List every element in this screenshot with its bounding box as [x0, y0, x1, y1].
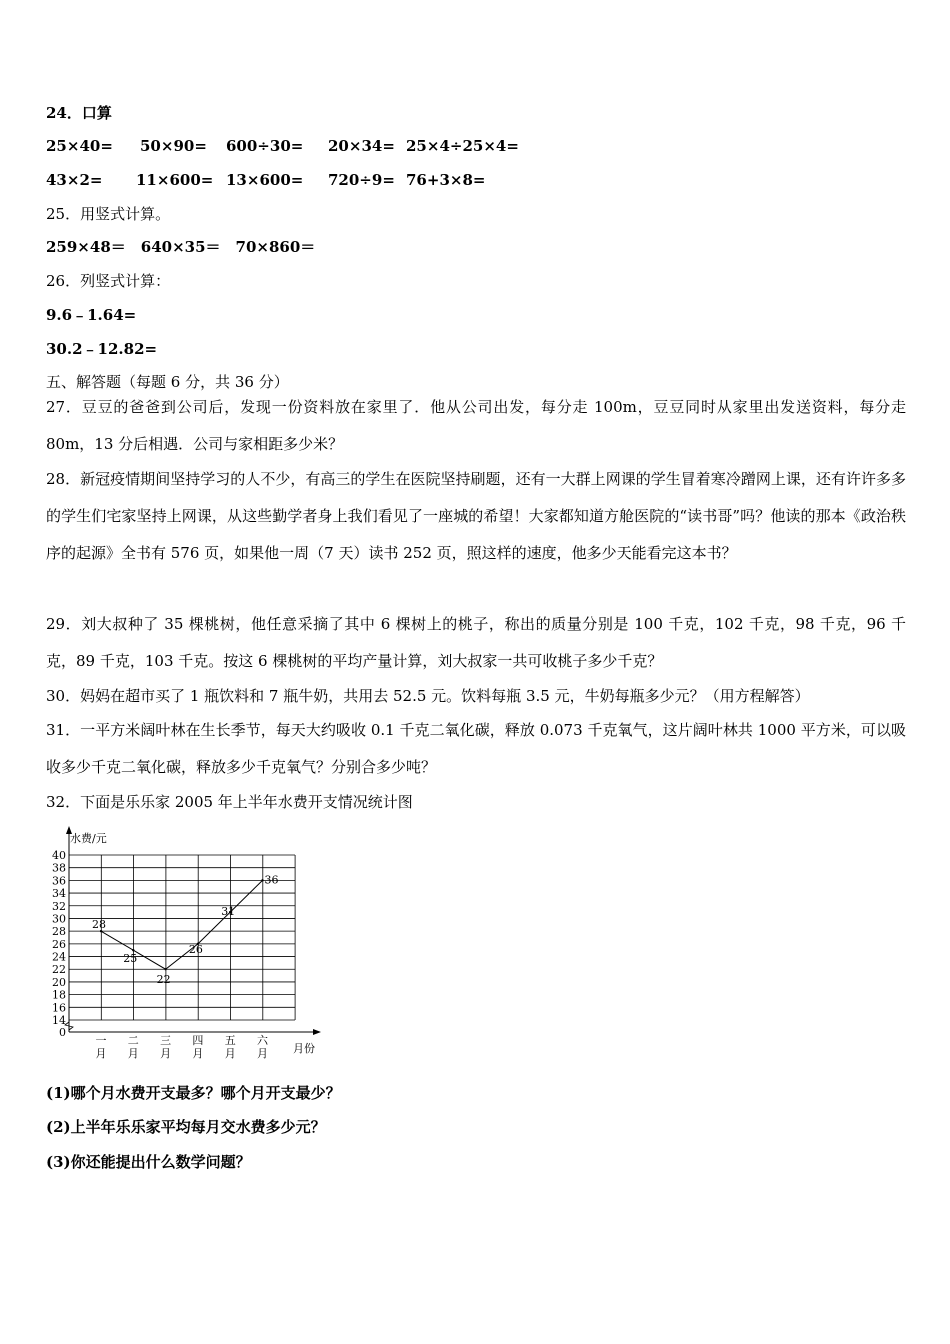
- chart-y-tick-label: 34: [52, 887, 66, 901]
- chart-data-label: 28: [92, 918, 106, 932]
- chart-y-tick-label: 38: [52, 861, 66, 875]
- section-5-title: 五、解答题（每题 6 分，共 36 分）: [46, 373, 289, 391]
- chart-y-ticks: [52, 849, 66, 1039]
- question-28: 28．新冠疫情期间坚持学习的人不少，有高三的学生在医院坚持刷题，还有一大群上网课的学生冒着寒冷蹭网上课，还有许许多多的学生们宅家坚持上网课，从这些勤学者身上我们看见了一座城的希望！大家都知道方舱医院的“读书哥”吗？他读的那本《政治秩序的起源》全书有 576 页，如果他一周（7 天）读书 252 页，照这样的速度，他多少天能看完这本书？: [46, 470, 906, 562]
- chart-point: [261, 879, 263, 881]
- chart-y-tick-label: 14: [52, 1014, 66, 1027]
- q24-row2-item: 11×600=: [136, 171, 214, 189]
- q24-row1-item: 600÷30=: [226, 137, 304, 155]
- question-31: 31．一平方米阔叶林在生长季节，每天大约吸收 0.1 千克二氧化碳，释放 0.073 千克氧气，这片阔叶林共 1000 平方米，可以吸收多少千克二氧化碳，释放多少千克氧气？分别合多少吨？: [46, 721, 906, 776]
- q24-row1-item: 25×40=: [46, 137, 113, 155]
- chart-y-tick-label: 18: [52, 988, 66, 1002]
- chart-point: [132, 949, 134, 951]
- q26-item-1: 9.6﹣1.64=: [46, 306, 137, 324]
- chart-y-tick-label: 28: [52, 925, 66, 939]
- chart-x-tick-label: 五月: [224, 1034, 236, 1060]
- chart-y-tick-label: 16: [52, 1001, 66, 1015]
- chart-data-label: 22: [156, 973, 171, 987]
- chart-y-tick-label: 30: [52, 912, 66, 926]
- chart-x-tick-label: 六月: [257, 1034, 268, 1060]
- chart-data-label: 36: [264, 873, 279, 887]
- chart-data-label: 31: [221, 905, 236, 919]
- q24-row2-item: 13×600=: [226, 171, 304, 189]
- chart-y-tick-label: 40: [52, 849, 66, 862]
- chart-x-tick-label: 一月: [95, 1034, 107, 1060]
- question-32-title: 32．下面是乐乐家 2005 年上半年水费开支情况统计图: [46, 793, 413, 811]
- question-29: 29．刘大叔种了 35 棵桃树，他任意采摘了其中 6 棵树上的桃子，称出的质量分别是 100 千克，102 千克，98 千克，96 千克，89 千克，103 千克。按这 6 棵桃树的平均产量计算，刘大叔家一共可收桃子多少千克？: [46, 615, 906, 670]
- chart-ylabel: 水费/元: [70, 832, 107, 845]
- q24-row1-item: 20×34=: [328, 137, 395, 155]
- chart-data-label: 25: [123, 952, 138, 966]
- chart-y-tick-label: 32: [52, 899, 66, 913]
- chart-x-tick-label: 四月: [192, 1034, 204, 1060]
- q24-row2-item: 43×2=: [46, 171, 103, 189]
- chart-point: [164, 968, 166, 970]
- q32-sub-2: (2)上半年乐乐家平均每月交水费多少元？: [46, 1118, 326, 1136]
- chart-data-label: 26: [188, 942, 203, 956]
- chart-y-tick-label: 26: [52, 937, 66, 951]
- q24-row2-item: 720÷9=: [328, 171, 395, 189]
- chart-y-tick-label: 22: [52, 963, 66, 977]
- chart-xlabel: 月份: [293, 1042, 315, 1055]
- q25-items: 259×48＝ 640×35＝ 70×860＝: [46, 238, 316, 256]
- q26-title: 26．列竖式计算：: [46, 272, 171, 290]
- q32-sub-1: (1)哪个月水费开支最多？哪个月开支最少？: [46, 1084, 341, 1102]
- chart-x-arrow: [313, 1029, 321, 1035]
- chart-y-tick-label: 24: [52, 950, 66, 964]
- chart-y-tick-label: 0: [59, 1026, 66, 1039]
- q24-row1-item: 50×90=: [140, 137, 207, 155]
- q25-title: 25．用竖式计算。: [46, 205, 171, 223]
- q24-row1-item: 25×4÷25×4=: [406, 137, 519, 155]
- q26-item-2: 30.2﹣12.82=: [46, 340, 158, 358]
- q24-title: 24．口算: [46, 104, 112, 122]
- question-27: 27．豆豆的爸爸到公司后，发现一份资料放在家里了．他从公司出发，每分走 100m，豆豆同时从家里出发送资料，每分走 80m，13 分后相遇．公司与家相距多少米？: [46, 398, 906, 453]
- chart-x-tick-label: 二月: [127, 1034, 139, 1060]
- chart-grid: [69, 855, 295, 1020]
- q32-sub-3: (3)你还能提出什么数学问题？: [46, 1153, 251, 1171]
- q24-row2-item: 76+3×8=: [406, 171, 486, 189]
- chart-y-tick-label: 36: [52, 874, 66, 888]
- question-30: 30．妈妈在超市买了 1 瓶饮料和 7 瓶牛奶，共用去 52.5 元。饮料每瓶 3.5 元，牛奶每瓶多少元？（用方程解答）: [46, 687, 810, 705]
- chart-y-tick-label: 20: [52, 975, 66, 989]
- water-fee-chart: [42, 822, 342, 1067]
- chart-x-ticks: [96, 1034, 270, 1060]
- chart-x-tick-label: 三月: [160, 1034, 172, 1060]
